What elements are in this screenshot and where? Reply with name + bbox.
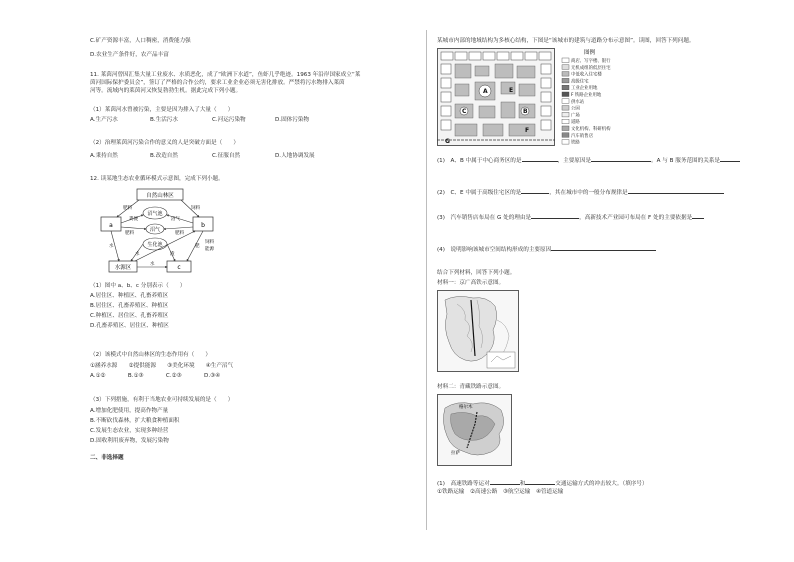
- q13-sub1: [437, 156, 740, 165]
- legend-swatch: [562, 106, 569, 111]
- node-biogas-label: 沼气: [149, 227, 161, 233]
- map-label-e: E: [509, 87, 514, 94]
- legend-label: 商店、写字楼、银行: [571, 59, 611, 64]
- legend-swatch: [562, 92, 569, 97]
- answer-blank[interactable]: [720, 156, 740, 162]
- city-layout-map: [437, 48, 555, 146]
- material-1-label: 材料一：京广高铁示意图。: [437, 280, 505, 286]
- city-map-legend: [560, 48, 630, 146]
- q10-option-d: D.农业生产条件好，农产品丰富: [90, 52, 169, 58]
- q13-sub3: [437, 213, 704, 222]
- q13-sub2: [437, 188, 724, 197]
- q12-sub1-option-c: C.种植区、居住区、孔畜养殖区: [90, 313, 169, 319]
- q12-sub1-option-d: D.孔畜养殖区、居住区、种植区: [90, 323, 169, 329]
- q11-sub2-option-b: B.改造自然: [150, 153, 178, 159]
- legend-swatch: [562, 99, 569, 104]
- q11-sub1-option-d: D.固体污染物: [275, 117, 310, 123]
- answer-blank[interactable]: [591, 156, 651, 162]
- q12-sub2-items: ①涵养水源 ②提供能源 ③美化环境 ④生产沼气: [90, 363, 234, 369]
- q12-sub2: （2）该模式中自然山林区的生态作用有（ ）: [90, 352, 212, 358]
- q13-stem: 某城市内部的地域结构为多核心结构，下图是“该城市的建筑与道路分布示意图”。读图，回答下列问题。: [437, 38, 695, 44]
- legend-swatch: [562, 126, 569, 131]
- legend-swatch: [562, 78, 569, 83]
- map-label-g: G: [445, 138, 450, 145]
- q12-sub3-option-d: D.固收利用废弃物，发展污染物: [90, 438, 169, 444]
- q11-sub2-option-d: D.人地协调发展: [275, 153, 315, 159]
- q13-sub1-c: 。A 与 B 服务范围的关系是: [651, 158, 721, 164]
- q12-stem: 12. 读某地生态农业循环模式示意图，完成下列小题。: [90, 176, 224, 182]
- q11-sub1-option-a: A.生产污水: [90, 117, 118, 123]
- legend-label: F 铁路企业用地: [571, 93, 602, 98]
- legend-label: 广场: [571, 113, 580, 119]
- answer-blank[interactable]: [525, 479, 555, 485]
- legend-label: 铁路: [571, 140, 580, 146]
- legend-swatch: [562, 65, 569, 70]
- q13-sub3-b: ，高新技术产业园可布局在 F 处的主要依据是: [579, 215, 693, 221]
- map2-label-lhasa: 拉萨: [451, 451, 460, 456]
- q13-sub2-a: (2) C、E 中属于高级住宅区的是: [437, 190, 522, 196]
- q14-sub1-b: 和: [519, 481, 526, 487]
- q13-sub3-a: (3) 汽车销售店布局在 G 处的理由是: [437, 215, 532, 221]
- q11-sub1: （1）莱茵河水曾被污染，主要是因为排入了大量（ ）: [90, 107, 234, 113]
- q12-sub2-options: A.①② B.①③ C.②③ D.③④: [90, 373, 221, 379]
- q11-stem-line3: 河等。流域内的莱茵河又恢复勃勃生机。据此完成下列小题。: [90, 88, 242, 94]
- map-label-a: A: [483, 88, 488, 95]
- legend-swatch: [562, 72, 569, 77]
- node-c-label: c: [177, 264, 181, 271]
- eco-cycle-diagram: [95, 187, 225, 277]
- q12-sub1-option-b: B.居住区、孔畜养殖区、种植区: [90, 303, 169, 309]
- diagram-label-5: 肥料: [125, 231, 134, 236]
- map-label-f: F: [525, 127, 530, 134]
- answer-blank[interactable]: [551, 245, 656, 251]
- q13-sub2-b: ，其在城市中的一般分布规律是: [549, 190, 628, 196]
- legend-label: 汽车销售店: [571, 133, 593, 139]
- answer-blank[interactable]: [490, 479, 520, 485]
- diagram-label-6: 水: [109, 244, 114, 249]
- q14-stem: 结合下列材料，回答下列小题。: [437, 270, 516, 276]
- legend-swatch: [562, 133, 569, 138]
- q11-sub2-option-c: C.征服自然: [212, 153, 241, 159]
- legend-label: 高级住宅: [571, 79, 589, 85]
- q14-sub1: [437, 479, 648, 488]
- node-a-label: a: [109, 222, 113, 229]
- q13-sub1-b: ，主要原因是: [557, 158, 592, 164]
- diagram-label-11: 能源: [205, 247, 214, 252]
- legend-label: 无机成组的低层住宅: [571, 65, 611, 71]
- diagram-label-2: 粪便: [129, 217, 138, 222]
- q11-sub1-option-b: B.生活污水: [150, 117, 178, 123]
- section-heading: 二、非选择题: [90, 455, 124, 461]
- q12-sub3-option-c: C.发展生态农业，实现多种经营: [90, 428, 169, 434]
- legend-swatch: [562, 140, 569, 145]
- legend-swatch: [562, 119, 569, 124]
- legend-swatch: [562, 85, 569, 90]
- beijing-guangzhou-rail-map: [437, 290, 519, 372]
- column-divider: [426, 30, 427, 530]
- legend-label: 供水站: [571, 99, 585, 105]
- legend-swatch: [562, 112, 569, 117]
- q10-option-c: C.矿产资源丰富，人口稠密，消费能力强: [90, 38, 191, 44]
- q13-sub4: [437, 245, 656, 254]
- diagram-label-8: 渣: [170, 252, 175, 257]
- answer-blank[interactable]: [531, 213, 579, 219]
- q14-sub1-c: 交通运输方式的冲击较大。（填序号）: [555, 481, 648, 487]
- diagram-label-4: 沼气: [171, 217, 180, 222]
- qinghai-tibet-rail-map: [437, 394, 512, 466]
- legend-label: 公园: [571, 106, 580, 112]
- diagram-label-13: 肥: [195, 244, 200, 249]
- answer-blank[interactable]: [628, 188, 724, 194]
- legend-label: 文化机构、科研机构: [571, 127, 611, 132]
- map2-label-golmud: 格尔木: [459, 405, 473, 410]
- q12-sub3: （3）下列措施，有利于当地农业可持续发展的是（ ）: [90, 397, 234, 403]
- q11-sub2-option-a: A.秉持自然: [90, 153, 118, 159]
- q11-sub2: （2）治理莱茵河污染合作的意义的人是突破方面是（ ）: [90, 140, 239, 146]
- q11-sub1-option-c: C.河运污染物: [212, 117, 246, 123]
- node-biogas-pool-label: 沼气池: [147, 211, 163, 217]
- answer-blank[interactable]: [692, 213, 704, 219]
- q12-sub1-option-a: A.居住区、种植区、孔畜养殖区: [90, 293, 169, 299]
- node-bio-pool-label: 生化池: [147, 242, 163, 248]
- node-water-label: 水源区: [114, 265, 132, 271]
- diagram-label-9: 水: [150, 262, 155, 267]
- q12-sub3-option-b: B.不断砍伐森林，扩大粮食种植面积: [90, 418, 180, 424]
- q12-sub1: （1）图中 a、b、c 分别表示（ ）: [90, 283, 186, 289]
- diagram-label-1: 肥料: [123, 206, 132, 211]
- diagram-label-10: 饲料: [205, 240, 214, 245]
- q14-options: ①铁路运输 ②高速公路 ③航空运输 ④管道运输: [437, 489, 564, 495]
- legend-label: 道路: [571, 120, 580, 126]
- map-label-c: C: [462, 108, 467, 115]
- answer-blank[interactable]: [521, 188, 549, 194]
- q11-stem-line1: 11. 莱茵河曾因汇集大量工业废水、水质恶化，成了“欧洲下水道”，鱼虾几乎绝迹。1963 年沿岸国家成立“莱: [90, 72, 361, 78]
- legend-title: 图例: [584, 50, 596, 56]
- q11-stem-line2: 茵河国际保护委员会”，签订了严格的合作公约，要求工业企业必须无害化排放。严禁将污水物排入莱茵: [90, 80, 345, 86]
- diagram-label-3: 饲料: [191, 206, 200, 211]
- legend-swatch: [562, 58, 569, 63]
- map-label-b: B: [523, 108, 528, 115]
- node-b-label: b: [201, 222, 205, 229]
- diagram-label-12: 肥料: [175, 231, 184, 236]
- q14-sub1-a: (1) 高速铁路等运对: [437, 481, 490, 487]
- diagram-label-7: 水: [135, 252, 140, 257]
- legend-label: 工业企业用地: [571, 86, 598, 92]
- answer-blank[interactable]: [522, 156, 558, 162]
- node-forest-label: 自然山林区: [146, 193, 174, 199]
- material-2-label: 材料二：青藏铁路示意图。: [437, 384, 505, 390]
- q12-sub3-option-a: A.增加化肥使用，提高作物产量: [90, 408, 169, 414]
- q13-sub1-a: (1) A、B 中属于中心商务区的是: [437, 158, 522, 164]
- q13-sub4-a: (4) 说明影响该城市空间结构形成的主要原因: [437, 247, 552, 253]
- legend-label: 中低收入住宅楼: [571, 72, 602, 78]
